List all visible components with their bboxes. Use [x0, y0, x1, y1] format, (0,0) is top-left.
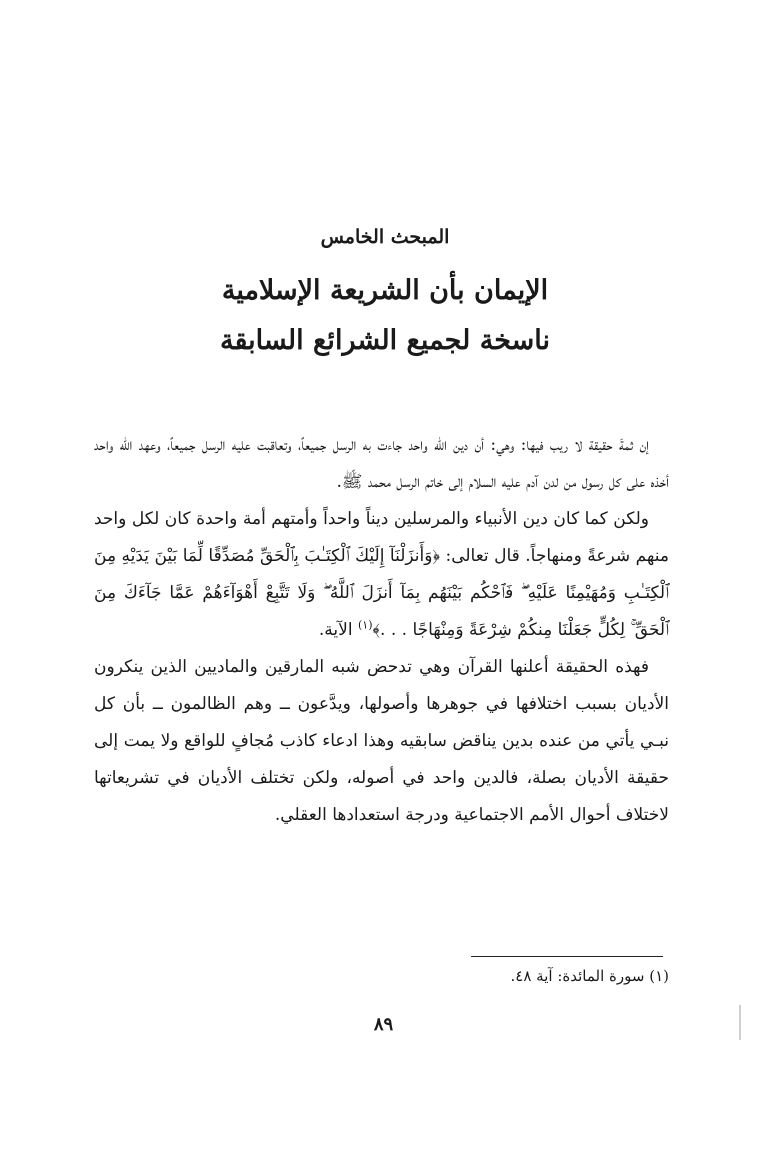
paragraph-2-intro: ولكن كما كان دين الأنبياء والمرسلين ديناً واحداً وأمتهم أمة واحدة كان لكل واحد منهم شرعةً ومنهاجاً. قال تعالى:	[94, 509, 669, 566]
paragraph-3: فهذه الحقيقة أعلنها القرآن وهي تدحض شبه المارقين والماديين الذين ينكرون الأديان بسبب اختلافها في جوهرها وأصولها، ويدَّعون ــ وهم الظالمون ــ بأن كل نبـي يأتي من عنده بدين يناقض سابقيه وهذا ادعاء كاذب مُجافٍ للواقع ولا يمت إلى حقيقة الأديان بصلة، فالدين واحد في أصوله، ولكن تختلف الأديان في تشريعاتها لاختلاف أحوال الأمم الاجتماعية ودرجة استعدادها العقلي.	[94, 657, 669, 825]
scan-edge-mark	[739, 1005, 741, 1040]
paragraph-2-ending: الآية.	[318, 620, 358, 640]
paragraph-1: إن ثمةَ حقيقة لا ريب فيها: وهي: أن دين الله واحد جاءت به الرسل جميعاً، وتعاقبت عليه الرسل جميعاً، وعهد الله واحد أخذه على كل رسول من لدن آدم عليه السلام إلى خاتم الرسل محمد ﷺ.	[94, 435, 669, 492]
paragraph-2	[94, 501, 669, 649]
quran-verse: ﴿وَأَنزَلْنَآ إِلَيْكَ ٱلْكِتَـٰبَ بِٱلْحَقِّ مُصَدِّقًا لِّمَا بَيْنَ يَدَيْهِ مِنَ ٱلْكِتَـٰبِ وَمُهَيْمِنًا عَلَيْهِ ۖ فَٱحْكُم بَيْنَهُم بِمَآ أَنزَلَ ٱللَّهُ ۖ وَلَا تَتَّبِعْ أَهْوَآءَهُمْ عَمَّا جَآءَكَ مِنَ ٱلْحَقِّ ۚ لِكُلٍّ جَعَلْنَا مِنكُمْ شِرْعَةً وَمِنْهَاجًا . . .﴾	[94, 546, 669, 640]
footnote-divider	[471, 956, 663, 957]
body-text	[94, 427, 669, 834]
heading-block	[150, 222, 620, 366]
footnote-reference: (١)	[357, 618, 373, 632]
chapter-title-line-1: الإيمان بأن الشريعة الإسلامية	[221, 275, 549, 306]
section-label: المبحث الخامس	[320, 226, 450, 248]
chapter-title-line-2: ناسخة لجميع الشرائع السابقة	[219, 325, 551, 356]
footnote: (١) سورة المائدة: آية ٤٨.	[510, 967, 669, 985]
page-number: ٨٩	[373, 1014, 394, 1035]
